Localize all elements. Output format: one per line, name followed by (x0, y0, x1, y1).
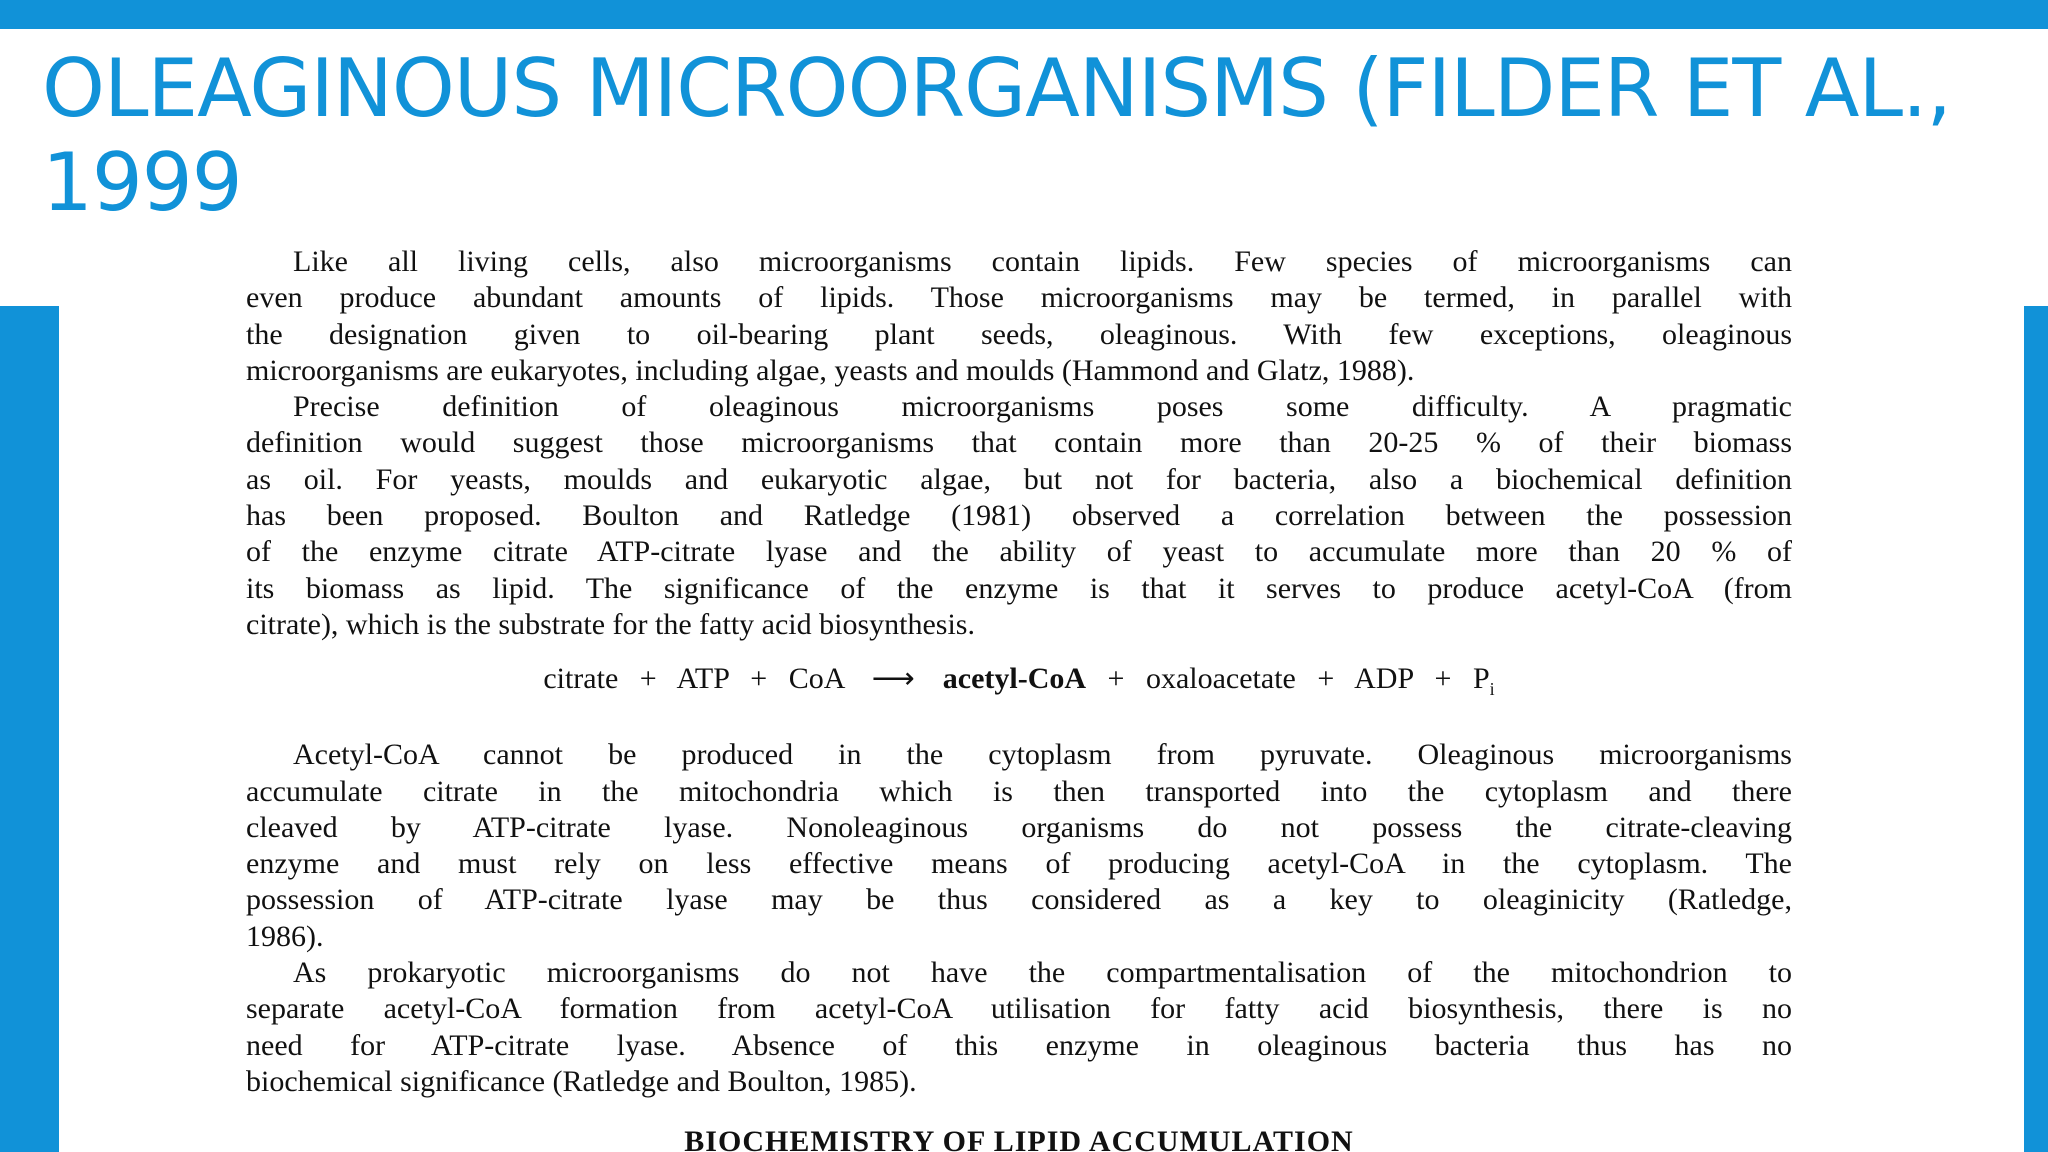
slide-title-line-2: 1999 (42, 136, 242, 218)
right-accent-bar (2024, 306, 2048, 1152)
paragraph-1-line: the designation given to oil-bearing plant seeds, oleaginous. With few exceptions, oleaginous (246, 317, 1792, 351)
paragraph-1-line: microorganisms are eukaryotes, including algae, yeasts and moulds (Hammond and Glatz, 1988). (246, 353, 1415, 387)
left-accent-bar (0, 306, 59, 1152)
eq-acetyl-coa: acetyl-CoA (942, 662, 1087, 696)
eq-plus: + (1107, 662, 1125, 696)
top-accent-bar (0, 0, 2048, 29)
paragraph-4-line: separate acetyl-CoA formation from acetyl-CoA utilisation for fatty acid biosynthesis, there is no (246, 992, 1792, 1026)
paragraph-1-line: even produce abundant amounts of lipids. Those microorganisms may be termed, in parallel with (246, 281, 1792, 315)
paragraph-3-line: accumulate citrate in the mitochondria which is then transported into the cytoplasm and there (246, 774, 1792, 808)
eq-coa: CoA (788, 662, 844, 696)
eq-adp: ADP (1354, 662, 1414, 696)
paragraph-4-line: As prokaryotic microorganisms do not have the compartmentalisation of the mitochondrion to (293, 956, 1792, 990)
paragraph-4-line: need for ATP-citrate lyase. Absence of this enzyme in oleaginous bacteria thus has no (246, 1028, 1792, 1062)
paragraph-2-line: citrate), which is the substrate for the fatty acid biosynthesis. (246, 607, 975, 641)
slide-title (42, 42, 1982, 218)
paragraph-3-line: possession of ATP-citrate lyase may be thus considered as a key to oleaginicity (Ratledge, (246, 883, 1792, 917)
document-excerpt (246, 244, 1792, 1152)
eq-phosphate-subscript: i (1489, 679, 1495, 700)
eq-plus: + (1317, 662, 1335, 696)
eq-plus: + (639, 662, 657, 696)
eq-atp: ATP (676, 662, 729, 696)
paragraph-3-line: 1986). (246, 919, 324, 953)
paragraph-4-line: biochemical significance (Ratledge and Boulton, 1985). (246, 1064, 917, 1098)
paragraph-2-line: of the enzyme citrate ATP-citrate lyase and the ability of yeast to accumulate more than 20 % of (246, 535, 1792, 569)
eq-plus: + (750, 662, 768, 696)
citrate-lyase-equation (246, 661, 1792, 707)
eq-oxaloacetate: oxaloacetate (1145, 662, 1296, 696)
eq-citrate: citrate (543, 662, 619, 696)
paragraph-1-line: Like all living cells, also microorganisms contain lipids. Few species of microorganisms can (293, 245, 1792, 278)
eq-phosphate: P (1472, 662, 1490, 696)
paragraph-3-line: cleaved by ATP-citrate lyase. Nonoleaginous organisms do not possess the citrate-cleaving (246, 810, 1792, 844)
paragraph-3-line: Acetyl-CoA cannot be produced in the cytoplasm from pyruvate. Oleaginous microorganisms (293, 738, 1792, 772)
paragraph-3-line: enzyme and must rely on less effective means of producing acetyl-CoA in the cytoplasm. The (246, 847, 1792, 881)
paragraph-2-line: definition would suggest those microorganisms that contain more than 20-25 % of their biomass (246, 426, 1792, 460)
paragraph-2-line: as oil. For yeasts, moulds and eukaryotic algae, but not for bacteria, also a biochemical definition (246, 462, 1792, 496)
eq-plus: + (1434, 662, 1452, 696)
slide-title-line-1: OLEAGINOUS MICROORGANISMS (FILDER ET AL., (42, 42, 1951, 135)
paragraph-2-line: has been proposed. Boulton and Ratledge (1981) observed a correlation between the possession (246, 499, 1792, 533)
reaction-arrow-icon: ⟶ (871, 662, 915, 696)
paragraph-2-line: its biomass as lipid. The significance of the enzyme is that it serves to produce acetyl-CoA (from (246, 571, 1792, 605)
section-heading: BIOCHEMISTRY OF LIPID ACCUMULATION (684, 1125, 1354, 1152)
paragraph-2-line: Precise definition of oleaginous microorganisms poses some difficulty. A pragmatic (293, 390, 1792, 424)
